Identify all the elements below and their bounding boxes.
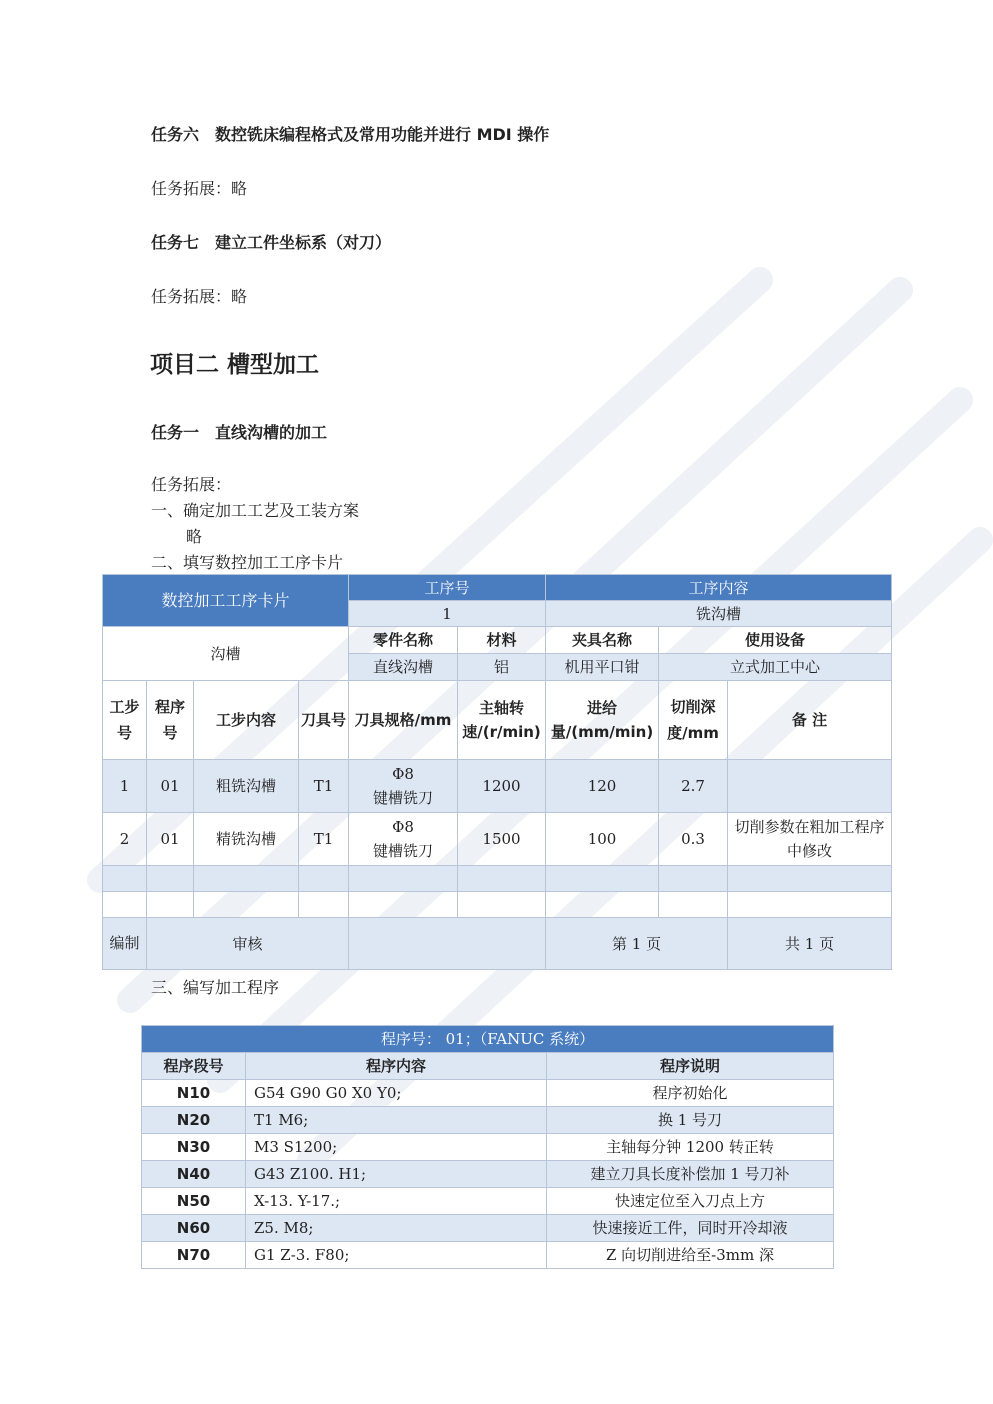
program-row: [142, 1107, 834, 1134]
row1-depth: 2.7: [659, 760, 728, 813]
col-seg-no: 程序段号: [142, 1053, 246, 1080]
program-row: [142, 1161, 834, 1188]
row1-feed: 120: [546, 760, 659, 813]
col-tool: 刀具号: [299, 681, 349, 760]
card-empty-row: [103, 866, 892, 892]
card-footer-row: [103, 918, 892, 970]
proc-content: 铣沟槽: [546, 601, 892, 627]
seg-desc: 建立刀具长度补偿加 1 号刀补: [547, 1161, 834, 1188]
proc-content-label: 工序内容: [546, 575, 892, 601]
seg-desc: 换 1 号刀: [547, 1107, 834, 1134]
col-note: 备 注: [728, 681, 892, 760]
step1-heading: 一、确定加工工艺及工装方案: [151, 501, 360, 520]
material: 铝: [458, 654, 546, 681]
seg-code: G54 G90 G0 X0 Y0;: [246, 1080, 547, 1107]
seg-code: X-13. Y-17.;: [246, 1188, 547, 1215]
row1-tool-spec: [349, 760, 458, 813]
seg-no: N30: [142, 1134, 246, 1161]
seg-code: Z5. M8;: [246, 1215, 547, 1242]
task7-extension: 任务拓展：略: [151, 287, 248, 306]
program-title: 程序号： 01；（FANUC 系统）: [142, 1026, 834, 1053]
seg-desc: Z 向切削进给至-3mm 深: [547, 1242, 834, 1269]
card-empty-row: [103, 892, 892, 918]
part-name: 直线沟槽: [349, 654, 458, 681]
row1-spec-diameter: Φ8: [392, 765, 414, 783]
row1-prog: 01: [147, 760, 194, 813]
row1-note: [728, 760, 892, 813]
proc-no: 1: [349, 601, 546, 627]
row1-speed: 1200: [458, 760, 546, 813]
row2-note: 切削参数在粗加工程序中修改: [728, 813, 892, 866]
program-row: [142, 1134, 834, 1161]
row2-spec-diameter: Φ8: [392, 818, 414, 836]
material-label: 材料: [458, 627, 546, 654]
col-prog-content: 程序内容: [246, 1053, 547, 1080]
seg-desc: 快速接近工件，同时开冷却液: [547, 1215, 834, 1242]
program-row: [142, 1215, 834, 1242]
seg-code: M3 S1200;: [246, 1134, 547, 1161]
row2-tool: T1: [299, 813, 349, 866]
seg-no: N70: [142, 1242, 246, 1269]
seg-code: G43 Z100. H1;: [246, 1161, 547, 1188]
col-content: 工步内容: [194, 681, 299, 760]
step1-note: 略: [186, 527, 203, 546]
equipment: 立式加工中心: [659, 654, 892, 681]
program-table: [141, 1025, 834, 1269]
col-step: 工步号: [103, 681, 147, 760]
page-label: 第 1 页: [546, 918, 728, 970]
seg-no: N40: [142, 1161, 246, 1188]
col-speed: 主轴转速/(r/min): [458, 681, 546, 760]
review-label: 审核: [147, 918, 349, 970]
row2-tool-spec: [349, 813, 458, 866]
part-type: 沟槽: [103, 627, 349, 681]
seg-desc: 主轴每分钟 1200 转正转: [547, 1134, 834, 1161]
task7-title: 任务七 建立工件坐标系（对刀）: [151, 233, 392, 252]
part-name-label: 零件名称: [349, 627, 458, 654]
program-row: [142, 1188, 834, 1215]
card-row-2: [103, 813, 892, 866]
seg-desc: 程序初始化: [547, 1080, 834, 1107]
row1-spec-type: 键槽铣刀: [373, 789, 434, 807]
seg-no: N50: [142, 1188, 246, 1215]
row2-step: 2: [103, 813, 147, 866]
process-card-table: [102, 574, 892, 970]
row2-depth: 0.3: [659, 813, 728, 866]
row1-content: 粗铣沟槽: [194, 760, 299, 813]
col-prog-desc: 程序说明: [547, 1053, 834, 1080]
review-value: [349, 918, 546, 970]
col-tool-spec: 刀具规格/mm: [349, 681, 458, 760]
card-title: 数控加工工序卡片: [103, 575, 349, 627]
seg-code: T1 M6;: [246, 1107, 547, 1134]
card-row-1: [103, 760, 892, 813]
seg-no: N20: [142, 1107, 246, 1134]
row2-speed: 1500: [458, 813, 546, 866]
step3-heading: 三、编写加工程序: [151, 978, 280, 997]
proc-no-label: 工序号: [349, 575, 546, 601]
program-row: [142, 1080, 834, 1107]
task1-extension-title: 任务拓展：: [151, 475, 232, 494]
row2-feed: 100: [546, 813, 659, 866]
fixture-label: 夹具名称: [546, 627, 659, 654]
seg-desc: 快速定位至入刀点上方: [547, 1188, 834, 1215]
row1-step: 1: [103, 760, 147, 813]
seg-no: N10: [142, 1080, 246, 1107]
task6-title: 任务六 数控铣床编程格式及常用功能并进行 MDI 操作: [151, 125, 550, 144]
equipment-label: 使用设备: [659, 627, 892, 654]
row2-spec-type: 键槽铣刀: [373, 842, 434, 860]
total-label: 共 1 页: [728, 918, 892, 970]
col-prog: 程序号: [147, 681, 194, 760]
project2-title: 项目二 槽型加工: [150, 352, 320, 378]
seg-code: G1 Z-3. F80;: [246, 1242, 547, 1269]
task6-extension: 任务拓展：略: [151, 179, 248, 198]
author-label: 编制: [103, 918, 147, 970]
row2-content: 精铣沟槽: [194, 813, 299, 866]
fixture: 机用平口钳: [546, 654, 659, 681]
row1-tool: T1: [299, 760, 349, 813]
row2-prog: 01: [147, 813, 194, 866]
col-feed: 进给量/(mm/min): [546, 681, 659, 760]
seg-no: N60: [142, 1215, 246, 1242]
task1-title: 任务一 直线沟槽的加工: [151, 423, 328, 442]
step2-heading: 二、填写数控加工工序卡片: [151, 553, 344, 572]
col-depth: 切削深度/mm: [659, 681, 728, 760]
program-row: [142, 1242, 834, 1269]
